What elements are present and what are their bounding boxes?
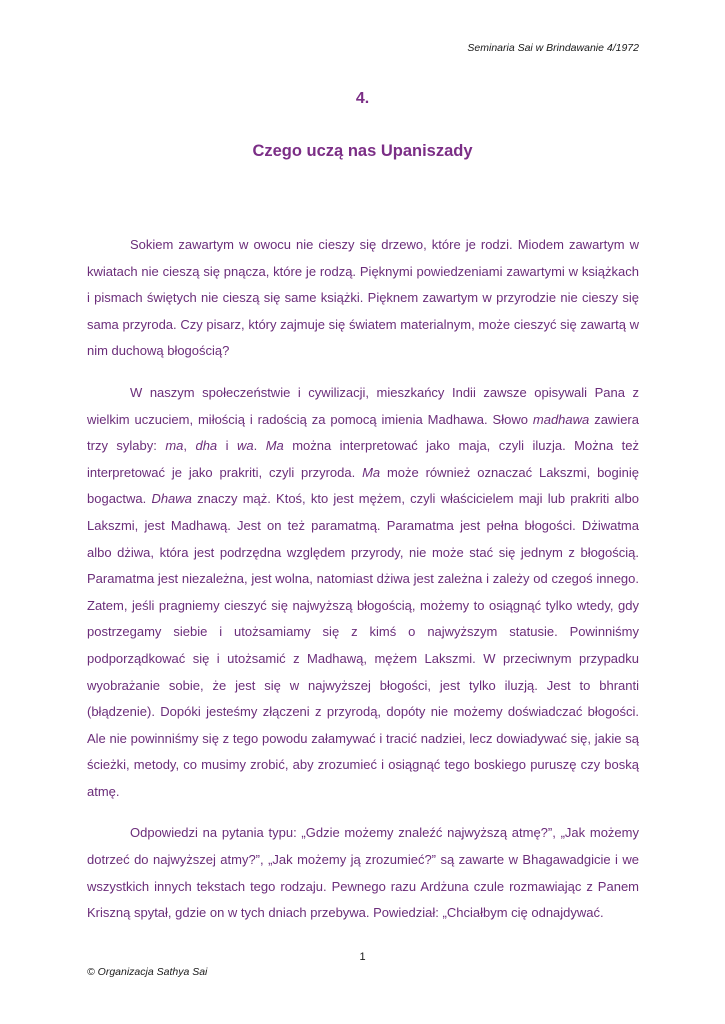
text-run: , bbox=[183, 438, 196, 454]
text-run: można interpretować jako maja, czyli iluzja. Można też interpretować je jako prakriti, czyli przyroda. bbox=[87, 438, 639, 480]
text-run: W naszym społeczeństwie i cywilizacji, mieszkańcy Indii zawsze opisywali Pana z wielkim uczuciem, miłością i radością za pomocą imienia Madhawa. Słowo bbox=[87, 384, 639, 427]
italic-term: Dhawa bbox=[151, 491, 192, 507]
running-header: Seminaria Sai w Brindawanie 4/1972 bbox=[467, 42, 639, 54]
italic-term: dha bbox=[195, 438, 218, 454]
chapter-title: Czego uczą nas Upaniszady bbox=[252, 142, 473, 160]
italic-term: wa bbox=[236, 438, 254, 454]
italic-term: Ma bbox=[362, 464, 381, 480]
text-run: i bbox=[217, 438, 237, 454]
page-number: 1 bbox=[359, 951, 366, 963]
paragraph bbox=[87, 380, 639, 806]
chapter-number: 4. bbox=[355, 90, 370, 107]
paragraph bbox=[87, 232, 639, 365]
text-run: . bbox=[253, 438, 266, 454]
italic-term: ma bbox=[165, 438, 184, 454]
footer-copyright: © Organizacja Sathya Sai bbox=[87, 966, 208, 978]
text-run: Sokiem zawartym w owocu nie cieszy się drzewo, które je rodzi. Miodem zawartym w kwiatach nie cieszą się pnącza, które je rodzą. Pięknymi powiedzeniami zawartymi w książkach i pismach świętych nie cieszą się same książki. Pięknem zawartym w przyrodzie nie cieszy się sama przyroda. Czy pisarz, który zajmuje się światem materialnym, może cieszyć się zawartą w nim duchową błogością? bbox=[87, 237, 639, 359]
paragraph bbox=[87, 820, 639, 926]
text-run: może również oznaczać Lakszmi, boginię bogactwa. bbox=[87, 464, 640, 507]
text-run: zawiera trzy sylaby: bbox=[87, 411, 639, 454]
text-run: znaczy mąż. Ktoś, kto jest mężem, czyli właścicielem maji lub prakriti albo Lakszmi, jest Madhawą. Jest on też paramatmą. Paramatma jest pełna błogości. Dżiwatma albo dżiwa, która jest podrzędna względem przyrody, nie może stać się jednym z błogością. Paramatma jest niezależna, jest wolna, natomiast dżiwa jest zależna i zależy od czegoś innego. Zatem, jeśli pragniemy cieszyć się najwyższą błogością, możemy to osiągnąć tylko wtedy, gdy postrzegamy siebie i utożsamiamy się z kimś o najwyższym statusie. Powinniśmy podporządkować się i utożsamić z Madhawą, mężem Lakszmi. W przeciwnym przypadku wyobrażanie sobie, że jest się w najwyższej błogości, jest tylko iluzją. Jest to bhranti (błądzenie). Dopóki jesteśmy złączeni z przyrodą, dopóty nie możemy doświadczać błogości. Ale nie powinniśmy się z tego powodu załamywać i tracić nadziei, lecz dowiadywać się, jakie są ścieżki, metody, co musimy zrobić, aby zrozumieć i osiągnąć tego boskiego puruszę czy boską atmę. bbox=[87, 491, 640, 799]
italic-term: madhawa bbox=[532, 411, 590, 427]
text-run: Odpowiedzi na pytania typu: „Gdzie możemy znaleźć najwyższą atmę?”, „Jak możemy dotrzeć do najwyższej atmy?”, „Jak możemy ją zrozumieć?” są zawarte w Bhagawadgicie i we wszystkich innych tekstach tego rodzaju. Pewnego razu Ardżuna czule rozmawiając z Panem Kriszną spytał, gdzie on w tych dniach przebywa. Powiedział: „Chciałbym cię odnajdywać. bbox=[87, 825, 639, 921]
body-text bbox=[87, 232, 639, 942]
italic-term: Ma bbox=[265, 438, 284, 454]
